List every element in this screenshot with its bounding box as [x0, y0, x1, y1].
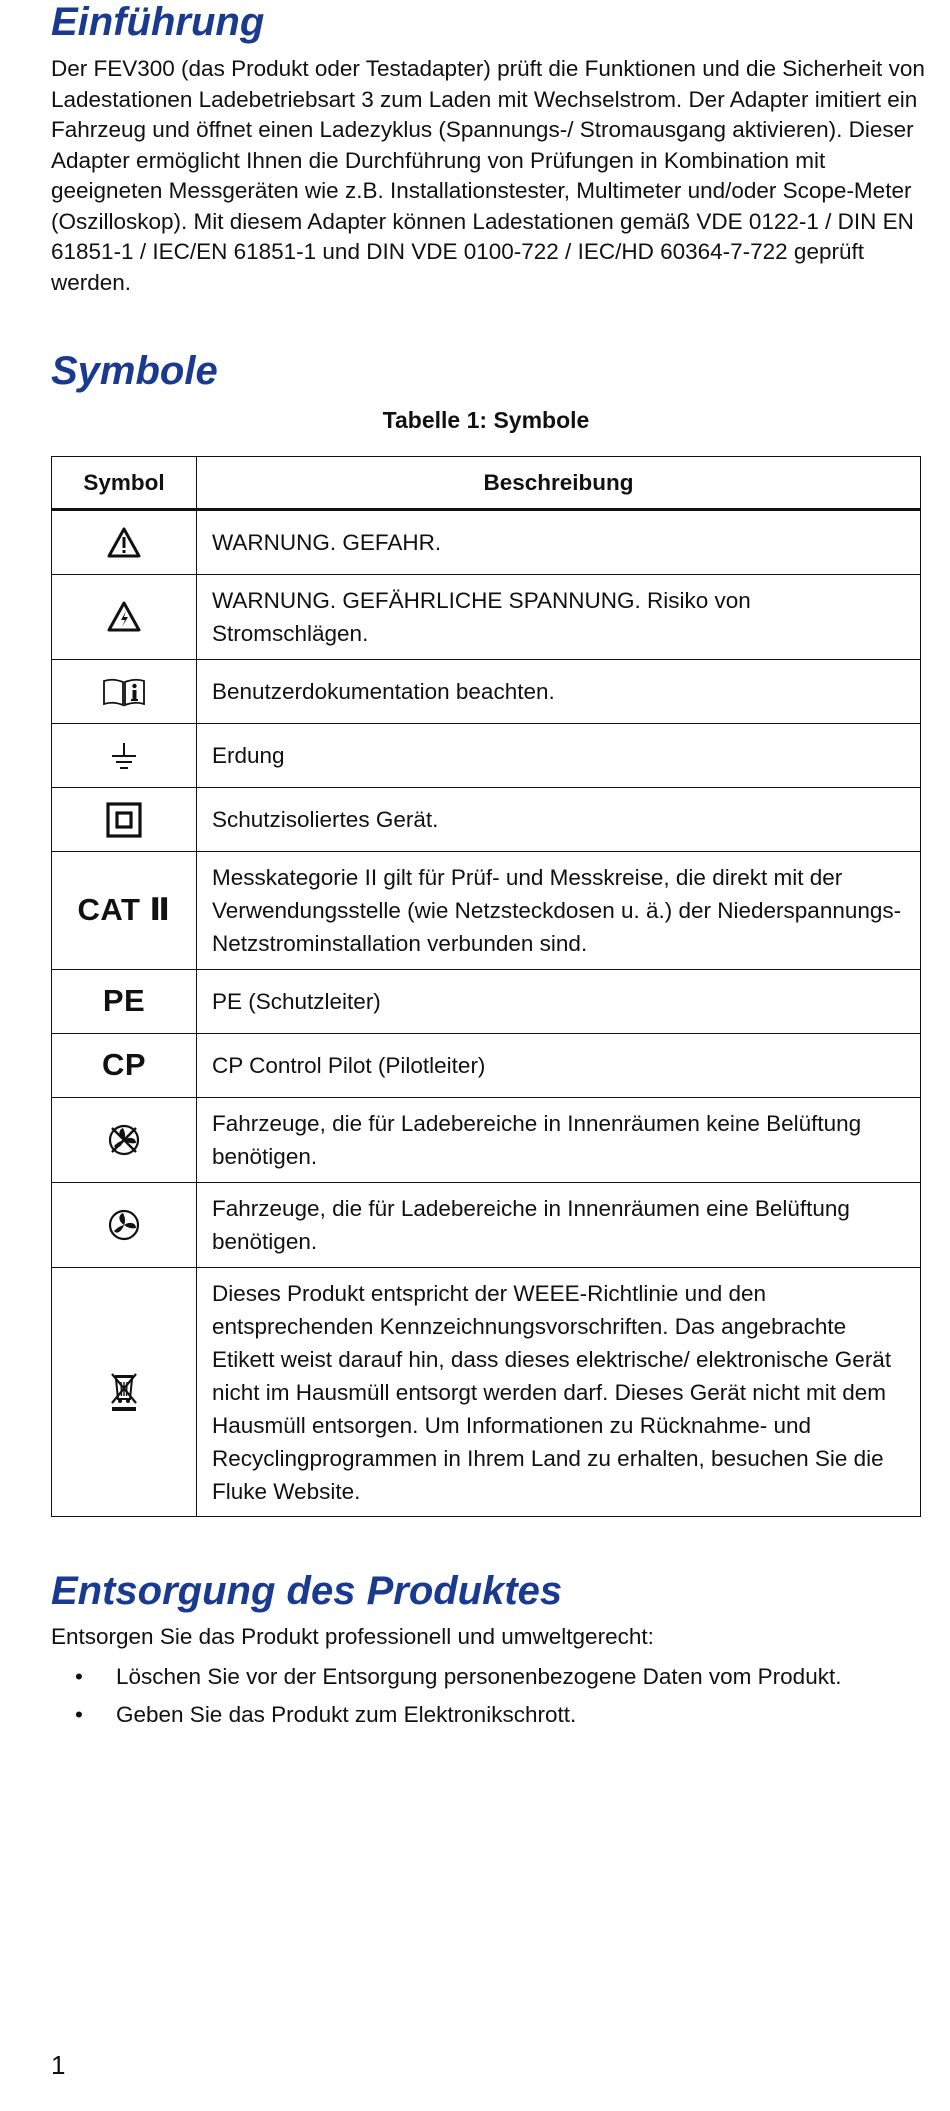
table-row: [52, 1268, 921, 1517]
intro-paragraph: Der FEV300 (das Produkt oder Testadapter) prüft die Funktionen und die Sicherheit von Ladestationen Ladebetriebsart 3 zum Laden mit Wechselstrom. Der Adapter imitiert ein Fahrzeug und öffnet einen Ladezyklus (Spannungs-/ Stromausgang aktivieren). Dieser Adapter ermöglicht Ihnen die Durchführung von Prüfungen in Kombination mit geeigneten Messgeräten wie z.B. Installationstester, Multimeter und/oder Scope-Meter (Oszilloskop). Mit diesem Adapter können Ladestationen gemäß VDE 0122-1 / DIN EN 61851-1 / IEC/EN 61851-1 und DIN VDE 0100-722 / IEC/HD 60364-7-722 geprüft werden.: [51, 56, 925, 295]
table-row: [52, 970, 921, 1034]
symbol-description: Benutzerdokumentation beachten.: [197, 660, 921, 724]
symbols-table: [51, 456, 921, 1517]
ground-icon: [52, 724, 197, 788]
fan-crossed-icon: [52, 1098, 197, 1183]
list-item: [51, 1698, 921, 1731]
list-item-text: Geben Sie das Produkt zum Elektronikschrott.: [116, 1702, 577, 1727]
symbol-description: Dieses Produkt entspricht der WEEE-Richtlinie und den entsprechenden Kennzeichnungsvorschriften. Das angebrachte Etikett weist darauf hin, dass dieses elektrische/ elektronische Gerät nicht im Hausmüll entsorgt werden darf. Dieses Gerät nicht mit dem Hausmüll entsorgen. Um Informationen zu Rücknahme- und Recyclingprogrammen in Ihrem Land zu erhalten, besuchen Sie die Fluke Website.: [197, 1268, 921, 1517]
table-row: [52, 660, 921, 724]
symbol-description: Fahrzeuge, die für Ladebereiche in Innenräumen keine Belüftung benötigen.: [197, 1098, 921, 1183]
weee-bin-icon: [52, 1268, 197, 1517]
table-row: [52, 575, 921, 660]
symbol-description: Schutzisoliertes Gerät.: [197, 788, 921, 852]
double-insulation-icon: [52, 788, 197, 852]
list-item: [51, 1660, 856, 1693]
symbols-heading: Symbole: [51, 349, 218, 393]
bullet-marker: •: [75, 1664, 83, 1689]
symbol-description: WARNUNG. GEFÄHRLICHE SPANNUNG. Risiko von Stromschlägen.: [197, 575, 921, 660]
symbol-description: CP Control Pilot (Pilotleiter): [197, 1034, 921, 1098]
read-manual-icon: [52, 660, 197, 724]
fan-icon: [52, 1183, 197, 1268]
table-row: [52, 724, 921, 788]
table-header-row: [52, 457, 921, 510]
table-row: [52, 1098, 921, 1183]
table-row: [52, 788, 921, 852]
column-header-symbol: Symbol: [52, 457, 197, 510]
symbol-description: Erdung: [197, 724, 921, 788]
table-row: [52, 852, 921, 970]
table-row: [52, 510, 921, 575]
disposal-intro: Entsorgen Sie das Produkt professionell und umweltgerecht:: [51, 1624, 654, 1649]
warning-triangle-icon: [52, 510, 197, 575]
list-item-text: Löschen Sie vor der Entsorgung personenbezogene Daten vom Produkt.: [116, 1664, 842, 1689]
pe-symbol: PE: [102, 982, 146, 1018]
table-row: [52, 1183, 921, 1268]
high-voltage-triangle-icon: [52, 575, 197, 660]
symbol-description: WARNUNG. GEFAHR.: [197, 510, 921, 575]
cp-symbol: CP: [101, 1046, 147, 1082]
column-header-description: Beschreibung: [197, 457, 921, 510]
page-number: 1: [51, 2050, 66, 2080]
disposal-heading: Entsorgung des Produktes: [51, 1569, 563, 1613]
intro-heading: Einführung: [51, 0, 265, 44]
symbol-description: Messkategorie II gilt für Prüf- und Messkreise, die direkt mit der Verwendungsstelle (wie Netzsteckdosen u. ä.) der Niederspannungs-Netzstrominstallation verbunden sind.: [197, 852, 921, 970]
table-caption: Tabelle 1: Symbole: [382, 407, 590, 433]
cat-ii-symbol: CAT Ⅱ: [77, 891, 171, 927]
bullet-marker: •: [75, 1702, 83, 1727]
table-row: [52, 1034, 921, 1098]
symbol-description: Fahrzeuge, die für Ladebereiche in Innenräumen eine Belüftung benötigen.: [197, 1183, 921, 1268]
symbol-description: PE (Schutzleiter): [197, 970, 921, 1034]
disposal-list: [51, 1660, 921, 1736]
